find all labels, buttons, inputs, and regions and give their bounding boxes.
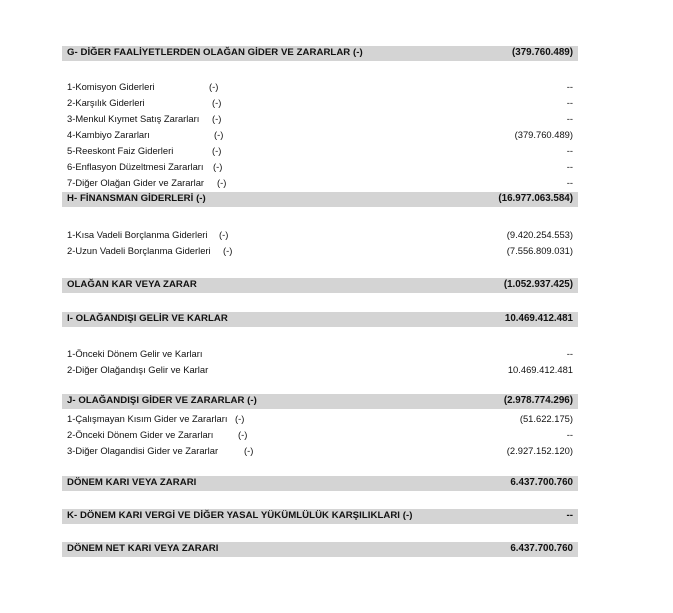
row-label: 1-Komisyon Giderleri: [67, 81, 155, 92]
table-row: [62, 363, 578, 377]
row-value: --: [566, 348, 573, 359]
net-profit-total: 6.437.700.760: [510, 543, 573, 554]
table-row: [62, 347, 578, 361]
section-g-title: G- DİĞER FAALİYETLERDEN OLAĞAN GİDER VE ZARARLAR (-): [67, 47, 363, 58]
operating-result-header: [62, 278, 578, 293]
row-sign: (-): [212, 97, 222, 108]
table-row: [62, 128, 578, 142]
table-row: [62, 112, 578, 126]
row-value: --: [566, 161, 573, 172]
table-row: [62, 144, 578, 158]
section-i-header: [62, 312, 578, 327]
period-profit-header: [62, 476, 578, 491]
row-label: 5-Reeskont Faiz Giderleri: [67, 145, 174, 156]
row-value: --: [566, 97, 573, 108]
table-row: [62, 80, 578, 94]
row-sign: (-): [217, 177, 227, 188]
row-value: --: [566, 81, 573, 92]
section-i-total: 10.469.412.481: [504, 313, 573, 324]
row-value: --: [566, 429, 573, 440]
row-value: (9.420.254.553): [506, 229, 573, 240]
net-profit-title: DÖNEM NET KARI VEYA ZARARI: [67, 543, 219, 554]
section-j-total: (2.978.774.296): [503, 395, 573, 406]
table-row: [62, 444, 578, 458]
row-label: 2-Uzun Vadeli Borçlanma Giderleri: [67, 245, 211, 256]
row-sign: (-): [244, 445, 254, 456]
section-g-total: (379.760.489): [511, 47, 573, 58]
period-profit-total: 6.437.700.760: [510, 477, 573, 488]
row-value: --: [566, 177, 573, 188]
section-h-header: [62, 192, 578, 207]
table-row: [62, 160, 578, 174]
operating-result-title: OLAĞAN KAR VEYA ZARAR: [67, 279, 197, 290]
row-value: --: [566, 113, 573, 124]
section-g-header: [62, 46, 578, 61]
section-h-total: (16.977.063.584): [498, 193, 573, 204]
row-label: 4-Kambiyo Zararları: [67, 129, 150, 140]
section-j-header: [62, 394, 578, 409]
row-label: 1-Önceki Dönem Gelir ve Karları: [67, 348, 203, 359]
row-sign: (-): [238, 429, 248, 440]
row-value: (2.927.152.120): [506, 445, 573, 456]
row-label: 3-Diğer Olagandisi Gider ve Zararlar: [67, 445, 219, 456]
section-k-title: K- DÖNEM KARI VERGİ VE DİĞER YASAL YÜKÜMLÜLÜK KARŞILIKLARI (-): [67, 510, 413, 521]
table-row: [62, 96, 578, 110]
row-sign: (-): [213, 161, 223, 172]
row-sign: (-): [212, 145, 222, 156]
section-i-title: I- OLAĞANDIŞI GELİR VE KARLAR: [67, 313, 228, 324]
table-row: [62, 228, 578, 242]
row-sign: (-): [223, 245, 233, 256]
row-label: 2-Karşılık Giderleri: [67, 97, 145, 108]
row-sign: (-): [235, 413, 245, 424]
row-sign: (-): [212, 113, 222, 124]
row-label: 7-Diğer Olağan Gider ve Zararlar: [67, 177, 205, 188]
row-label: 1-Kısa Vadeli Borçlanma Giderleri: [67, 229, 208, 240]
row-label: 3-Menkul Kıymet Satış Zararları: [67, 113, 200, 124]
row-sign: (-): [209, 81, 219, 92]
row-label: 2-Diğer Olağandışı Gelir ve Karlar: [67, 364, 209, 375]
row-value: --: [566, 145, 573, 156]
section-h-title: H- FİNANSMAN GİDERLERİ (-): [67, 193, 206, 204]
row-label: 6-Enflasyon Düzeltmesi Zararları: [67, 161, 204, 172]
row-sign: (-): [219, 229, 229, 240]
table-row: [62, 412, 578, 426]
row-sign: (-): [214, 129, 224, 140]
period-profit-title: DÖNEM KARI VEYA ZARARI: [67, 477, 197, 488]
row-label: 1-Çalışmayan Kısım Gider ve Zararları: [67, 413, 228, 424]
section-k-total: --: [566, 510, 573, 521]
table-row: [62, 428, 578, 442]
section-k-header: [62, 509, 578, 524]
operating-result-total: (1.052.937.425): [503, 279, 573, 290]
row-value: 10.469.412.481: [507, 364, 573, 375]
net-profit-header: [62, 542, 578, 557]
row-value: (7.556.809.031): [506, 245, 573, 256]
row-value: (51.622.175): [519, 413, 573, 424]
row-label: 2-Önceki Dönem Gider ve Zararları: [67, 429, 214, 440]
table-row: [62, 244, 578, 258]
section-j-title: J- OLAĞANDIŞI GİDER VE ZARARLAR (-): [67, 395, 257, 406]
row-value: (379.760.489): [514, 129, 573, 140]
table-row: [62, 176, 578, 190]
